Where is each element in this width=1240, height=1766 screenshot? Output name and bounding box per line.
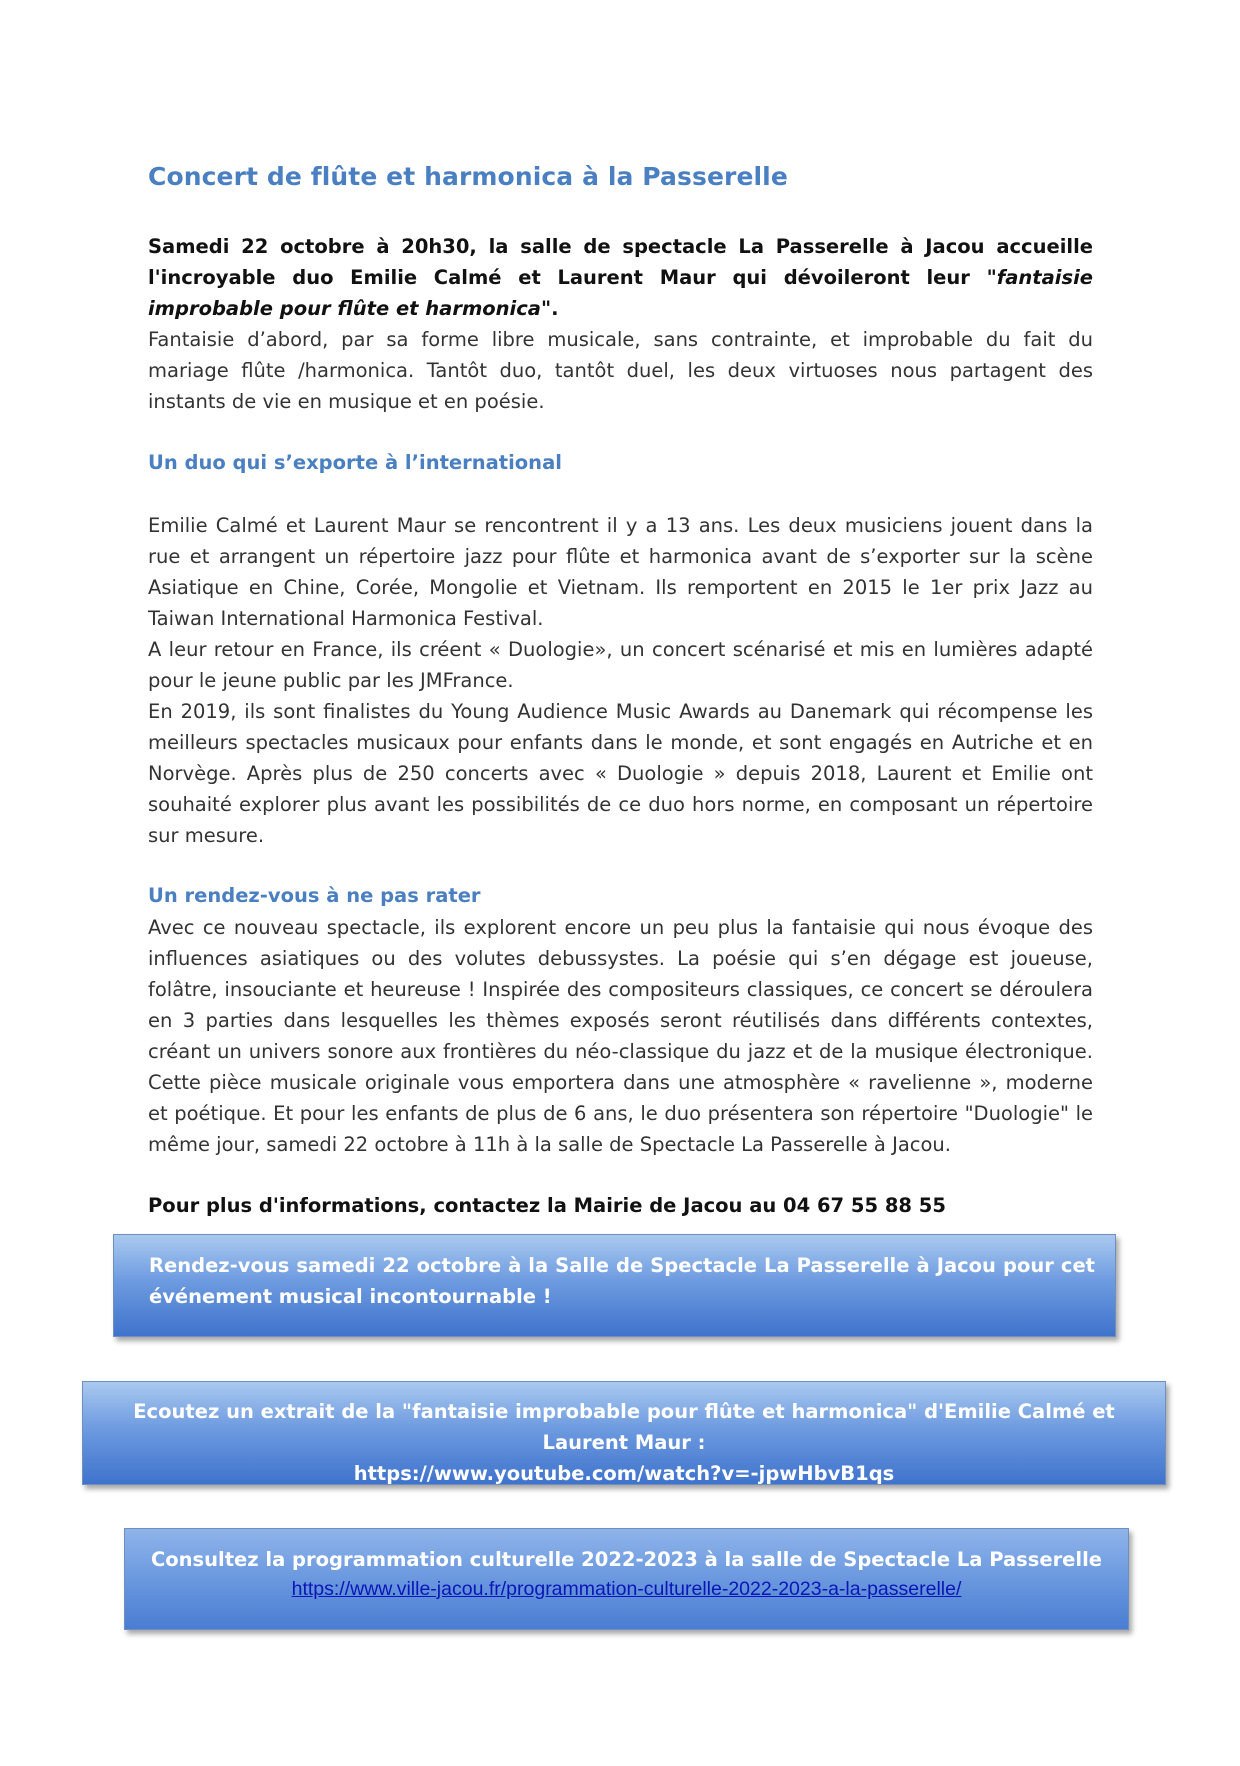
lead-end: ".	[540, 297, 559, 320]
youtube-url: https://www.youtube.com/watch?v=-jpwHbvB1qs	[353, 1462, 895, 1485]
lead-italic: fantaisie improbable pour flûte et harmonica	[148, 266, 1093, 320]
programmation-link[interactable]: https://www.ville-jacou.fr/programmation-culturelle-2022-2023-a-la-passerelle/	[291, 1578, 962, 1600]
section-body-international	[148, 510, 1093, 851]
callout-content	[135, 1545, 1118, 1604]
contact-line: Pour plus d'informations, contactez la Mairie de Jacou au 04 67 55 88 55	[148, 1194, 946, 1217]
section-body-rendez-vous: Avec ce nouveau spectacle, ils explorent encore un peu plus la fantaisie qui nous évoque des influences asiatiques ou des volutes debussystes. La poésie qui s’en dégage est joueuse, folâtre, insouciante et heureuse ! Inspirée des compositeurs classiques, ce concert se déroulera en 3 parties dans lesquelles les thèmes exposés seront réutilisés dans différents contextes, créant un univers sonore aux frontières du néo-classique du jazz et de la musique électronique. Cette pièce musicale originale vous emportera dans une atmosphère « ravelienne », moderne et poétique. Et pour les enfants de plus de 6 ans, le duo présentera son répertoire "Duologie" le même jour, samedi 22 octobre à 11h à la salle de Spectacle La Passerelle à Jacou.	[148, 916, 1093, 1156]
intro-paragraph: Fantaisie d’abord, par sa forme libre musicale, sans contrainte, et improbable du fait du mariage flûte /harmonica. Tantôt duo, tantôt duel, les deux virtuoses nous partagent des instants de vie en musique et en poésie.	[148, 328, 1093, 413]
callout-text: Rendez-vous samedi 22 octobre à la Salle de Spectacle La Passerelle à Jacou pour cet événement musical incontournable !	[149, 1254, 1095, 1308]
lead-text: Samedi 22 octobre à 20h30, la salle de spectacle La Passerelle à Jacou accueille l'incroyable duo Emilie Calmé et Laurent Maur qui dévoileront leur "	[148, 235, 1093, 289]
callout-content	[93, 1396, 1155, 1489]
section-heading-international: Un duo qui s’exporte à l’international	[148, 451, 562, 474]
callout-text: Consultez la programmation culturelle 2022-2023 à la salle de Spectacle La Passerelle	[150, 1548, 1103, 1571]
callout-box-rendez-vous	[113, 1234, 1116, 1337]
paragraph: A leur retour en France, ils créent « Duologie», un concert scénarisé et mis en lumières adapté pour le jeune public par les JMFrance.	[148, 638, 1093, 692]
paragraph: En 2019, ils sont finalistes du Young Audience Music Awards au Danemark qui récompense les meilleurs spectacles musicaux pour enfants dans le monde, et sont engagés en Autriche et en Norvège. Après plus de 250 concerts avec « Duologie » depuis 2018, Laurent et Emilie ont souhaité explorer plus avant les possibilités de ce duo hors norme, en composant un répertoire sur mesure.	[148, 700, 1093, 847]
paragraph: Emilie Calmé et Laurent Maur se rencontrent il y a 13 ans. Les deux musiciens jouent dans la rue et arrangent un répertoire jazz pour flûte et harmonica avant de s’exporter sur la scène Asiatique en Chine, Corée, Mongolie et Vietnam. Ils remportent en 2015 le 1er prix Jazz au Taiwan International Harmonica Festival.	[148, 514, 1093, 630]
callout-text: Ecoutez un extrait de la "fantaisie improbable pour flûte et harmonica" d'Emilie Calmé et Laurent Maur :	[133, 1400, 1115, 1454]
callout-box-listen	[82, 1381, 1166, 1485]
callout-box-programmation	[124, 1528, 1129, 1630]
page-title: Concert de flûte et harmonica à la Passerelle	[148, 162, 788, 191]
lead-paragraph	[148, 231, 1093, 324]
section-heading-rendez-vous: Un rendez-vous à ne pas rater	[148, 884, 481, 907]
